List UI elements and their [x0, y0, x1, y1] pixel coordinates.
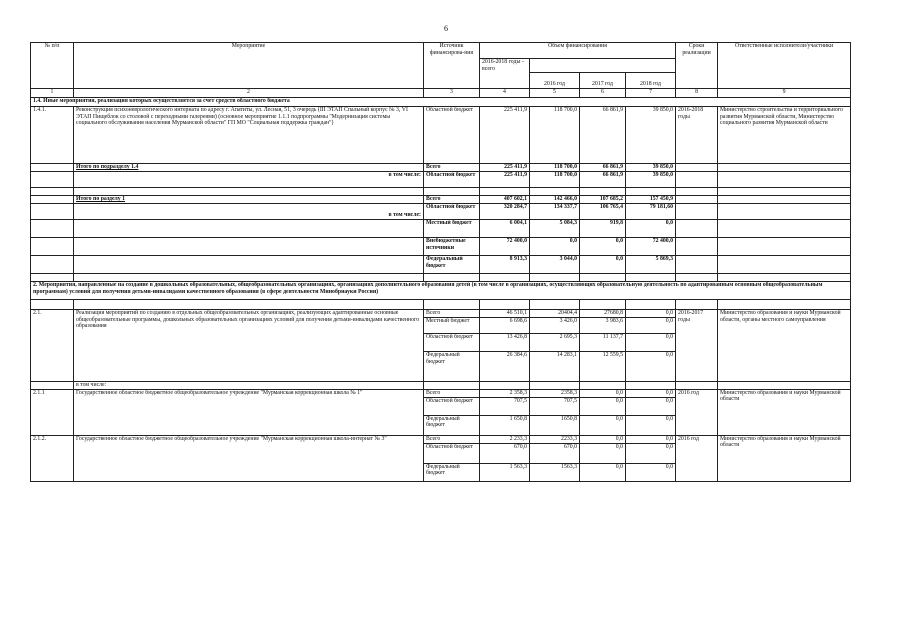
total-value: 707,5: [480, 397, 530, 415]
value-2017: 0,0: [580, 435, 626, 443]
measure-text: Реализация мероприятий по созданию в отдельных общеобразовательных организациях, реализующих адаптированные основные общеобразовательные программы, дошкольных образовательных организациях условий для получения детьми-инвалидами качественного образования: [74, 310, 424, 382]
colnum: 7: [626, 89, 676, 98]
value-2017: 106 765,4: [580, 204, 626, 220]
value-2018: 39 850,0: [626, 107, 676, 164]
value-2017: 919,8: [580, 220, 626, 238]
row-number: 2.1.: [31, 310, 74, 382]
terms-cell: 2016-2018 годы: [676, 107, 718, 164]
row-number: 2.1.2.: [31, 435, 74, 481]
subtotal-label: Итого по подразделу 1.4: [74, 164, 424, 172]
value-2017: 0,0: [580, 443, 626, 463]
value-2016: 118 700,0: [530, 164, 580, 172]
value-2018: 0,0: [626, 220, 676, 238]
source-cell: Всего: [424, 310, 480, 318]
value-2016: 134 337,7: [530, 204, 580, 220]
value-2016: 3 044,0: [530, 256, 580, 274]
financing-table: [30, 42, 851, 482]
value-2017: 107 685,2: [580, 196, 626, 204]
source-cell: Федеральный бюджет: [424, 415, 480, 435]
value-2016: 20404,4: [530, 310, 580, 318]
header-source: Источник финансирова-ния: [424, 43, 480, 89]
value-2017: 0,0: [580, 389, 626, 397]
total-value: 407 602,1: [480, 196, 530, 204]
source-cell: Местный бюджет: [424, 220, 480, 238]
total-value: 13 426,8: [480, 334, 530, 352]
value-2018: 157 450,9: [626, 196, 676, 204]
value-2016: 142 466,0: [530, 196, 580, 204]
header-2017: 2017 год: [580, 73, 626, 89]
value-2017: 0,0: [580, 238, 626, 256]
value-2018: 0,0: [626, 389, 676, 397]
value-2016: 14 283,1: [530, 352, 580, 382]
total-value: 6 004,1: [480, 220, 530, 238]
value-2017: 66 861,9: [580, 107, 626, 164]
section-title: 2. Мероприятия, направленные на создание в дошкольных образовательных, общеобразовательных организациях, организациях дополнительного образования детей (в том числе в организациях, осуществляющих образовательную деятельность по адаптированным основным общеобразовательным программам) условий для получения детьми-инвалидами качественного образования (в сфере деятельности Минобрнауки России): [31, 282, 851, 300]
value-2018: 0,0: [626, 443, 676, 463]
header-2018: 2018 год: [626, 73, 676, 89]
source-cell: Областной бюджет: [424, 172, 480, 188]
value-2017: 11 137,7: [580, 334, 626, 352]
total-value: 1 650,8: [480, 415, 530, 435]
value-2016: 2233,3: [530, 435, 580, 443]
value-2016: 670,0: [530, 443, 580, 463]
source-cell: Внебюджетные источники: [424, 238, 480, 256]
value-2016: 2358,3: [530, 389, 580, 397]
value-2016: 707,5: [530, 397, 580, 415]
source-cell: Федеральный бюджет: [424, 463, 480, 481]
source-cell: Всего: [424, 164, 480, 172]
total-value: 8 913,3: [480, 256, 530, 274]
value-2018: 0,0: [626, 463, 676, 481]
value-2016: 2 695,3: [530, 334, 580, 352]
colnum: 2: [74, 89, 424, 98]
value-2016: 1563,3: [530, 463, 580, 481]
value-2018: 72 400,0: [626, 238, 676, 256]
value-2018: 5 869,3: [626, 256, 676, 274]
responsible-cell: Министерство образования и науки Мурманской области, органы местного самоуправления: [718, 310, 851, 382]
value-2017: 3 983,6: [580, 318, 626, 334]
source-cell: Федеральный бюджет: [424, 256, 480, 274]
source-cell: Местный бюджет: [424, 318, 480, 334]
total-value: 225 411,9: [480, 172, 530, 188]
responsible-cell: Министерство строительства и территориального развития Мурманской области, Министерство социального развития Мурманской области: [718, 107, 851, 164]
colnum: 8: [676, 89, 718, 98]
value-2016: 1650,8: [530, 415, 580, 435]
source-cell: Всего: [424, 196, 480, 204]
value-2016: 118 700,0: [530, 107, 580, 164]
value-2016: 118 700,0: [530, 172, 580, 188]
total-value: 1 563,3: [480, 463, 530, 481]
section-title: 1.4. Иные мероприятия, реализация которых осуществляется за счет средств областного бюджета: [31, 98, 851, 107]
total-value: 2 358,3: [480, 389, 530, 397]
terms-cell: 2016 год: [676, 435, 718, 481]
terms-cell: 2016-2017 годы: [676, 310, 718, 382]
value-2017: 12 559,5: [580, 352, 626, 382]
source-cell: Всего: [424, 389, 480, 397]
value-2018: 39 850,0: [626, 164, 676, 172]
total-value: 225 411,9: [480, 164, 530, 172]
row-number: 1.4.1.: [31, 107, 74, 164]
value-2017: 0,0: [580, 397, 626, 415]
responsible-cell: Министерство образования и науки Мурманской области: [718, 435, 851, 481]
total-value: 6 698,6: [480, 318, 530, 334]
row-number: 2.1.1: [31, 389, 74, 435]
value-2017: 0,0: [580, 463, 626, 481]
page-number: 6: [444, 24, 448, 33]
total-value: 225 411,9: [480, 107, 530, 164]
header-terms: Сроки реализации: [676, 43, 718, 89]
value-2018: 0,0: [626, 310, 676, 318]
colnum: 5: [530, 89, 580, 98]
source-cell: Областной бюджет: [424, 397, 480, 415]
value-2018: 39 850,0: [626, 172, 676, 188]
value-2018: 0,0: [626, 415, 676, 435]
colnum: 9: [718, 89, 851, 98]
source-cell: Областной бюджет: [424, 443, 480, 463]
value-2018: 0,0: [626, 397, 676, 415]
measure-text: Реконструкция психоневрологического интерната по адресу г. Апатиты, ул. Лесная, 51, 3 очередь (III ЭТАП Спальный корпус № 3, VI ЭТАП Пищеблок со столовой с переходными галереями) (основное мероприятие 1.1.1 подпрограммы "Модернизация системы социального обслуживания населения Мурманской области" ГП МО "Социальная поддержка граждан"): [74, 107, 424, 164]
value-2017: 0,0: [580, 256, 626, 274]
responsible-cell: Министерство образования и науки Мурманской области: [718, 389, 851, 435]
value-2018: 0,0: [626, 352, 676, 382]
total-value: 26 384,6: [480, 352, 530, 382]
value-2017: 27680,8: [580, 310, 626, 318]
header-total: 2016-2018 годы - всего: [480, 59, 530, 89]
including-label: в том числе:: [74, 382, 424, 390]
including-label: в том числе:: [74, 204, 424, 220]
value-2016: 0,0: [530, 238, 580, 256]
colnum: 6: [580, 89, 626, 98]
header-responsible: Ответственные исполнители/участники: [718, 43, 851, 89]
source-cell: Областной бюджет: [424, 107, 480, 164]
value-2018: 0,0: [626, 334, 676, 352]
colnum: 3: [424, 89, 480, 98]
colnum: 4: [480, 89, 530, 98]
source-cell: Федеральный бюджет: [424, 352, 480, 382]
value-2016: 3 426,0: [530, 318, 580, 334]
total-value: 670,0: [480, 443, 530, 463]
header-measure: Мероприятие: [74, 43, 424, 89]
total-value: 46 510,1: [480, 310, 530, 318]
source-cell: Всего: [424, 435, 480, 443]
value-2016: 5 084,3: [530, 220, 580, 238]
source-cell: Областной бюджет: [424, 334, 480, 352]
total-value: 320 284,7: [480, 204, 530, 220]
value-2018: 79 181,60: [626, 204, 676, 220]
measure-text: Государственное областное бюджетное общеобразовательное учреждение "Мурманская коррекционная школа № 1": [74, 389, 424, 435]
total-label: Итого по разделу 1: [74, 196, 424, 204]
value-2018: 0,0: [626, 435, 676, 443]
measure-text: Государственное областное бюджетное общеобразовательное учреждение "Мурманская коррекционная школа-интернат № 3": [74, 435, 424, 481]
including-label: в том числе:: [74, 172, 424, 188]
header-num: № п/п: [31, 43, 74, 89]
value-2017: 66 861,9: [580, 172, 626, 188]
value-2017: 66 861,9: [580, 164, 626, 172]
value-2018: 0,0: [626, 318, 676, 334]
total-value: 2 233,3: [480, 435, 530, 443]
source-cell: Областной бюджет: [424, 204, 480, 220]
total-value: 72 400,0: [480, 238, 530, 256]
terms-cell: 2016 год: [676, 389, 718, 435]
colnum: 1: [31, 89, 74, 98]
header-volume: Объем финансирования: [480, 43, 676, 59]
value-2017: 0,0: [580, 415, 626, 435]
header-2016: 2016 год: [530, 73, 580, 89]
